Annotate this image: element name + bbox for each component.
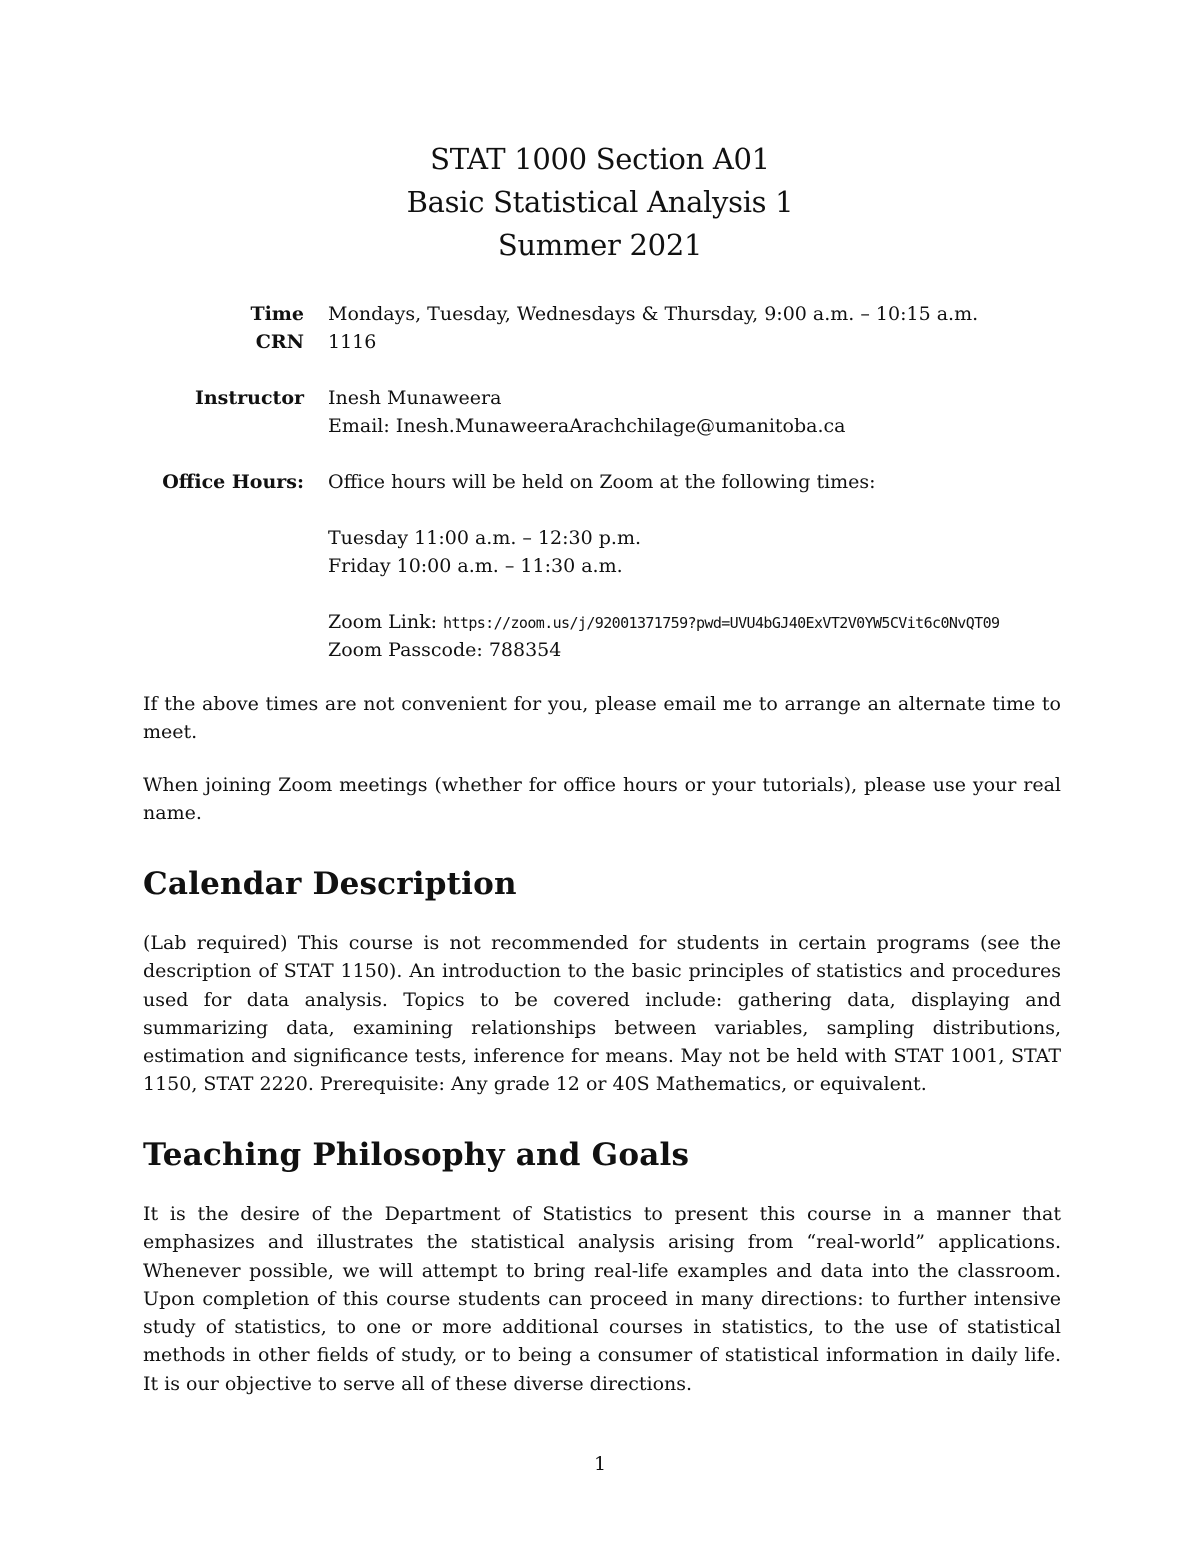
course-name-title: Basic Statistical Analysis 1 [406, 185, 794, 219]
time-row [140, 300, 1160, 328]
instructor-name: Inesh Munaweera [328, 387, 502, 409]
term-title: Summer 2021 [497, 228, 703, 262]
crn-label: CRN [255, 331, 304, 353]
crn-value: 1116 [328, 331, 377, 353]
calendar-description-body: (Lab required) This course is not recommended for students in certain programs (see the description of STAT 1150). An introduction to the basic principles of statistics and procedures used for data analysis. Topics to be covered include: gathering data, displaying and summarizing data, examining relationships between variables, sampling distributions, estimation and significance tests, inference for means. May not be held with STAT 1001, STAT 1150, STAT 2220. Prerequisite: Any grade 12 or 40S Mathematics, or equivalent. [143, 932, 1061, 1096]
alternate-time-note: If the above times are not convenient for you, please email me to arrange an alternate time to meet. [143, 693, 1061, 744]
office-slot-row [140, 552, 1160, 580]
course-code-title: STAT 1000 Section A01 [430, 142, 770, 176]
crn-row [140, 328, 1160, 356]
office-slot-tuesday: Tuesday 11:00 a.m. – 12:30 p.m. [328, 527, 642, 549]
instructor-row [140, 384, 1160, 412]
page-number: 1 [593, 1453, 607, 1475]
office-slot-friday: Friday 10:00 a.m. – 11:30 a.m. [328, 555, 623, 577]
zoom-passcode: Zoom Passcode: 788354 [328, 639, 562, 661]
instructor-label: Instructor [194, 387, 304, 409]
zoom-link [328, 608, 999, 637]
office-hours-row [140, 468, 1160, 496]
time-label: Time [250, 303, 304, 325]
office-slot-row [140, 524, 1160, 552]
instructor-email[interactable]: Email: Inesh.MunaweeraArachchilage@umanitoba.ca [328, 415, 846, 437]
zoom-link-row [140, 608, 1160, 636]
calendar-description-heading: Calendar Description [143, 866, 517, 902]
instructor-email-row [140, 412, 1160, 440]
time-value: Mondays, Tuesday, Wednesdays & Thursday, 9:00 a.m. – 10:15 a.m. [328, 303, 979, 325]
office-hours-intro: Office hours will be held on Zoom at the following times: [328, 471, 876, 493]
teaching-philosophy-body: It is the desire of the Department of Statistics to present this course in a manner that emphasizes and illustrates the statistical analysis arising from “real-world” applications. Whenever possible, we will attempt to bring real-life examples and data into the classroom. Upon completion of this course students can proceed in many directions: to further intensive study of statistics, to one or more additional courses in statistics, to the use of statistical methods in other fields of study, or to being a consumer of statistical information in daily life. It is our objective to serve all of these diverse directions. [143, 1203, 1061, 1395]
course-info-table [140, 300, 1160, 664]
course-title-block [0, 138, 1200, 267]
office-hours-label: Office Hours: [162, 471, 304, 493]
zoom-name-note: When joining Zoom meetings (whether for office hours or your tutorials), please use your real name. [143, 774, 1061, 825]
teaching-philosophy-heading: Teaching Philosophy and Goals [143, 1137, 690, 1173]
zoom-link-label: Zoom Link: [328, 611, 437, 633]
zoom-link-url[interactable]: https://zoom.us/j/92001371759?pwd=UVU4bGJ40ExVT2V0YW5CVit6c0NvQT09 [443, 614, 1000, 632]
zoom-passcode-row [140, 636, 1160, 664]
